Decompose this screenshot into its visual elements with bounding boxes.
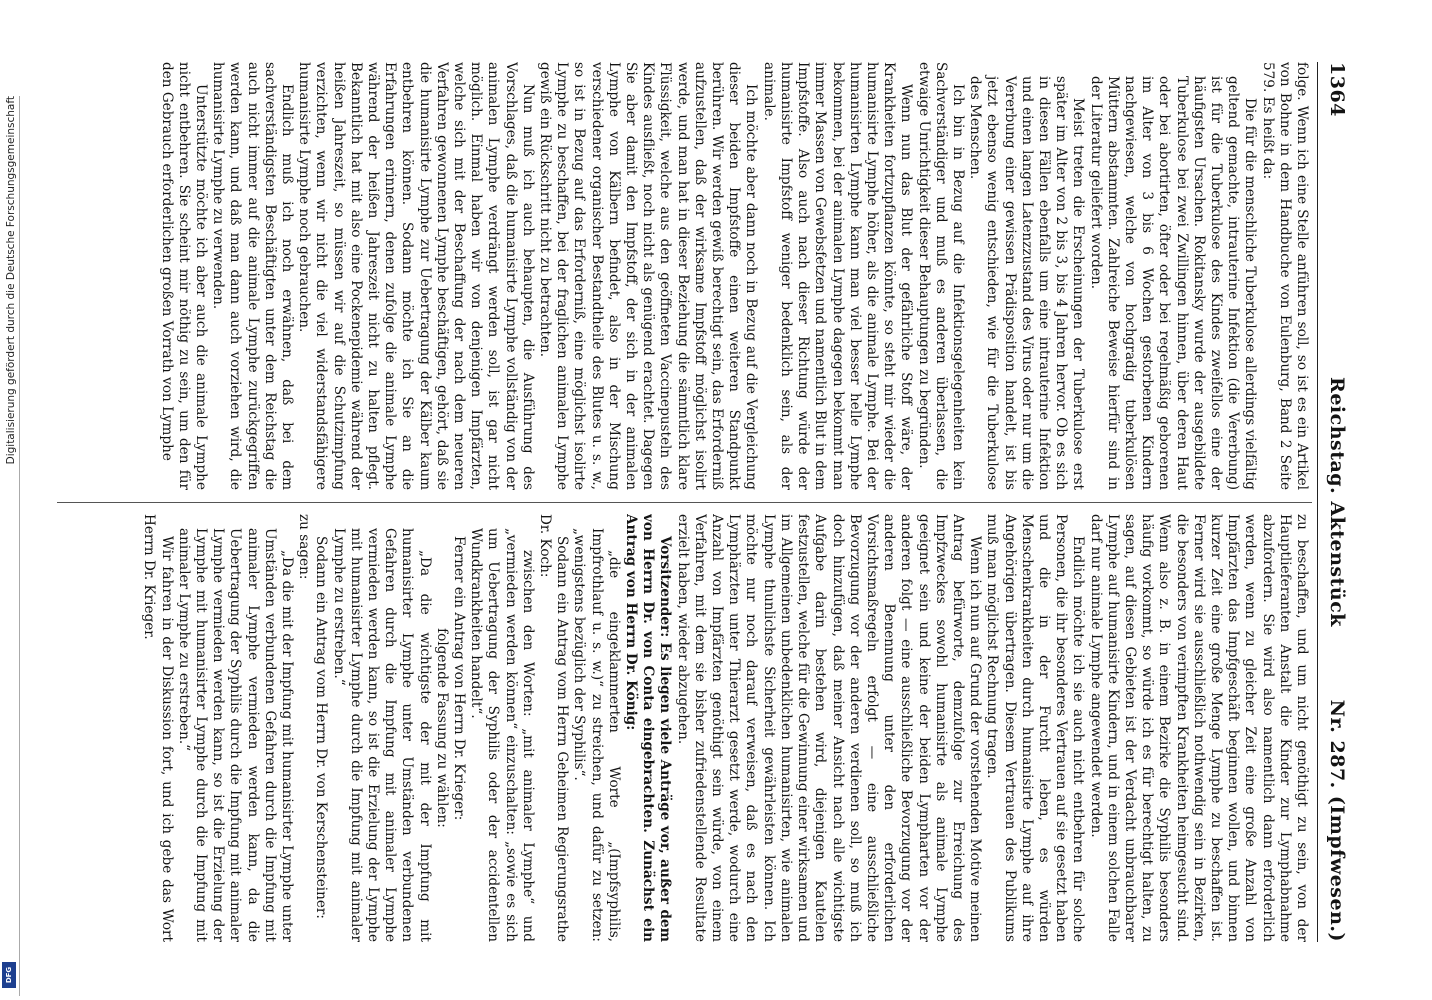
quoted-paragraph: Meist treten die Erscheinungen der Tuberkulose erst später im Alter von 2 bis 3, bis 4 Jahren hervor. Ob es sich in diesen Fällen ebenfalls um eine intrauterine Infektion und einen langen Latenzzustand des Virus oder nur um die Vererbung einer gewissen Prädisposition handelt, ist bis jetzt ebenso wenig entschieden, wie für die Tuberkulose des Menschen. <box>967 76 1087 490</box>
header-rule <box>1317 62 1318 942</box>
motion-text: „die eingeklammerten Worte „(Impfsyphilis, Impfrothlauf u. s. w.)“ zu streichen, und dafür zu setzen: „wenigstens bezüglich der Syphilis“. <box>571 528 622 942</box>
motion-intro: folgende Fassung zu wählen: <box>433 628 450 828</box>
paragraph: Ferner ein Antrag von Herrn Dr. Krieger: <box>451 536 468 821</box>
motion-intro: zu sagen: <box>296 514 313 580</box>
page-number: 1364 <box>1326 62 1348 117</box>
paragraph: Endlich möchte ich sie auch nicht entbehren für solche Personen, die ihr besonderes Vertrauen auf sie gesetzt haben und die in der Furcht leben, es würden Menschenkrankheiten durch humanisirte Lymphe auf ihre Angehörigen übertragen. Diesem Vertrauen des Publikums muß man möglichst Rechnung tragen. <box>984 514 1087 942</box>
column-divider <box>57 502 1312 503</box>
paragraph: zu beschaffen, und um nicht genöthigt zu sein, von der Hauptlieferanten Anstalt die Kinder zur Lymphabnahme abzufordern. Sie wird also namentlich dann erforderlich werden, wenn zu gleicher Zeit eine große Anzahl von Impfärzten das Impfgeschäft beginnen wollen, und binnen kurzer Zeit eine große Menge Lymphe zu beschaffen ist. Ferner wird sie ausschließlich nothwendig sein in Bezirken, die besonders von verimpften Krankheiten heimgesucht sind. Wenn also z. B. in einem Bezirke die Syphilis besonders häufig vorkommt, so würde ich es für berechtigt halten, zu sagen, auf diesen Gebieten ist der Verdacht unbrauchbarer Lymphe auf humanisirte Kindern, und in einem solchen Falle darf nur animale Lymphe angewendet werden. <box>1087 514 1310 942</box>
document-page <box>38 0 1358 1000</box>
paragraph: folge. Wenn ich eine Stelle anführen soll, so ist es ein Artikel von Bohne in dem Handbuche von Eulenburg, Band 2 Seite 579. Es heißt da: <box>1259 62 1310 490</box>
paragraph: Sodann ein Antrag vom Herrn Dr. von Kerschensteiner: <box>313 536 330 919</box>
paragraph: Ich möchte aber dann noch in Bezug auf die Vergleichung dieser beiden Impfstoffe einen weiteren Standpunkt berühren. Wir werden gewiß berechtigt sein, das Erforderniß aufzustellen, daß der wirksame Impfstoff möglichst isolirt werde, und man hat in dieser Beziehung die sämmtlich klare Flüssigkeit, welche aus den geöffneten Vaccinepusteln des Kindes ausfließt, noch nicht als genügend erachtet. Dagegen Sie aber damit den Impfstoff, der sich in der animalen Lymphe von Kälbern befindet, also in der Mischung verschiedener organischer Bestandtheile des Blutes u. s. w., so ist in Bezug auf das Erforderniß, eine möglichst isolirte Lymphe zu beschaffen, bei der fraglichen animalen Lymphe gewiß ein Rückschritt nicht zu betrachten. <box>537 62 760 490</box>
paragraph: Wenn ich nun auf Grund der vorstehenden Motive meinen Antrag befürworte, demzufolge zur Erreichung des Impfzweckes sowohl humanisirte als animale Lymphe geeignet sein und keine der beiden Lympharten vor der anderen folgt — eine ausschließliche Bevorzugung vor der anderen Benennung unter den erforderlichen Vorsichtsmaßregeln erfolgt — eine ausschließliche Bevorzugung vor der anderen verdienen soll, so muß ich doch hinzufügen, daß meiner Ansicht nach alle wichtigste Aufgabe darin bestehen wird, diejenigen Kautelen festzustellen, welche für die Gewinnung einer wirksamen und im Allgemeinen unbedenklichen humanisirten, wie animalen Lymphe thunlichste Sicherheit gewährleisten können. Ich möchte nur noch darauf verweisen, daß es nach den Lymphärzten unter Thierarzt gesetzt werde, wodurch eine Anzahl von Impfärzten genöthigt sein würde, von einem Verfahren, mit dem sie bisher zufriedenstellende Resultate erzielt haben, wieder abzugehen. <box>674 514 984 942</box>
running-title: Reichstag. Aktenstück <box>1326 377 1348 627</box>
left-column <box>58 62 1310 490</box>
right-column <box>58 514 1310 942</box>
paragraph: Unterstützte möchte ich aber auch die animale Lymphe nicht entbehren. Sie scheint mir nöthig zu sein, um den für den Gebrauch erforderlichen großen Vorrath von Lymphe <box>158 62 209 490</box>
quoted-paragraph: Die für die menschliche Tuberkulose allerdings vielfältig geltend gemachte, intrauterine Infektion (die Vererbung) ist für die Tuberkulose des Kindes zweifellos eine der häufigsten Ursachen. Rokitansky wurde der ausgebildete Tuberkulose bei zwei Zwillingen hinnen, über deren Haut oder bei abortirten, öfter oder bei regelmäßig geborenen im Alter von 3 bis 6 Wochen gestorbenen Kindern nachgewiesen, welche von hochgradig tuberkulösen Müttern abstammten. Zahlreiche Beweise hierfür sind in der Literatur geliefert worden. <box>1087 76 1259 490</box>
paragraph: Endlich muß ich noch erwähnen, daß bei dem sachverständigsten Beschäftigten unter dem Reichstag die auch nicht immer auf die animale Lymphe zurückgegriffen werden kann, und daß man dann auch vorziehen wird, die humanisirte Lymphe zu verwenden. <box>210 62 296 490</box>
paragraph: Ich bin in Bezug auf die Infektionsgelegenheiten kein Sachverständiger und muß es anderen überlassen, die etwaige Unrichtigkeit dieser Behauptungen zu begründen. <box>915 62 966 490</box>
paragraph: Wenn nun das Blut der gefährliche Stoff wäre, der Krankheiten fortzupflanzen könnte, so steht mir wieder die humanisirte Lymphe höher, als die animale Lymphe. Bei der humanisirten Lymphe kann man viel besser helle Lymphe bekommen, bei der animalen Lymphe dagegen bekommt man immer Massen von Gewebsfetzen und namentlich Blut in dem Impfstoffe. Also auch nach dieser Richtung würde der humanisirte Impfstoff weniger bedenklich sein, als der animale. <box>760 62 915 490</box>
dfg-logo <box>2 962 16 988</box>
digitization-note: Digitalisierung gefördert durch die Deutsche Forschungsgemeinschaft <box>5 96 17 465</box>
motion-text: „Da die wichtigste der mit der Impfung mit humanisirter Lymphe unter Umständen verbundenen Gefahren durch die Impfung mit animaler Lymphe vermieden werden kann, so ist die Erzielung der Lymphe mit humanisirter Lymphe durch die Impfung mit animaler Lymphe zu erstreben.“ <box>330 528 433 942</box>
digitization-sidebar <box>3 96 20 996</box>
issue-label: Nr. 287. (Impfwesen.) <box>1326 699 1348 942</box>
motion-text: „Da die mit der Impfung mit humanisirter Lymphe unter Umständen verbundenen Gefahren durch die Impfung mit animaler Lymphe vermieden werden kann, da die Uebertragung der Syphilis durch die Impfung mit animaler Lymphe vermieden werden kann, so ist die Erzielung der Lymphe mit humanisirter Lymphe durch die Impfung mit animaler Lymphe zu erstreben.“ <box>175 528 296 942</box>
speaker-paragraph: Vorsitzender: Es liegen viele Anträge vor, außer dem von Herrn Dr. von Conta eingebrachten. Zunächst ein Antrag von Herrn Dr. König: <box>623 514 674 942</box>
paragraph: Nun muß ich auch behaupten, die Ausführung des Vorschlages, daß die humanisirte Lymphe vollständig von der animalen Lymphe verdrängt werden soll, ist gar nicht möglich. Einmal haben wir von denjenigen Impfärzten, welche sich mit der Beschaffung der nach dem neueren Verfahren gewonnenen Lymphe beschäftigen, gehört, daß sie die humanisirte Lymphe zur Uebertragung der Kälber kaum entbehren können. Sodann möchte ich Sie an die Erfahrungen erinnern, denen zufolge die animale Lymphe während der heißen Jahreszeit nicht zu halten pflegt. Bekanntlich hat mit also eine Pockenepidemie während der heißen Jahreszeit, so müssen wir auf die Schutzimpfung verzichten, wenn wir nicht die viel widerstandsfähigere humanisirte Lymphe noch gebrauchen. <box>296 62 536 490</box>
paragraph: Wir fahren in der Diskussion fort, und ich gebe das Wort Herrn Dr. Krieger. <box>141 514 175 942</box>
dfg-logo-text: DFG <box>5 966 13 984</box>
motion-text: zwischen den Worten: „mit animaler Lymphe“ und „vermieden werden können“ einzuschalten: „sowie es sich um Uebertragung der Syphilis oder der accidentellen Wundkrankheiten handelt“. <box>468 528 536 942</box>
paragraph: Sodann ein Antrag vom Herrn Geheimen Regierungsrathe Dr. Koch: <box>537 514 571 942</box>
page-header <box>1322 62 1348 942</box>
